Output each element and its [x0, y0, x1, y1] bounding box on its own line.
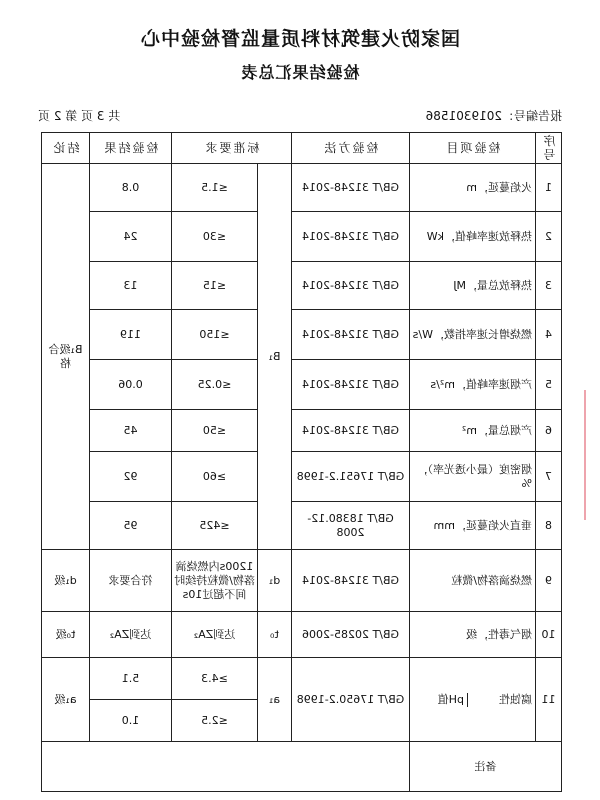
table-row: 11 腐蚀性 pH值 GB/T 17650.2-1998 a₁ ≥4.3 5.1 a₁级 — [41, 658, 561, 700]
table-row: 10 烟气毒性，级 GB/T 20285-2006 t₀ 达到ZA₂ 达到ZA₂ t₀级 — [41, 612, 561, 658]
grade-a1: a₁ — [258, 658, 292, 742]
grade-d1: d₁ — [258, 550, 292, 612]
conclusion-b1: B₁级合格 — [41, 164, 89, 550]
conclusion-a1: a₁级 — [41, 658, 89, 742]
page-info: 共 3 页 第 2 页 — [38, 109, 121, 123]
table-row: 3 热释放总量，MJ GB/T 31248-2014 ≤15 13 — [41, 262, 561, 310]
document-title: 国家防火建筑材料质量监督检验中心 — [140, 28, 461, 50]
conclusion-d1: d₁级 — [41, 550, 89, 612]
col-item: 检验项目 — [410, 133, 536, 164]
col-no: 序号 — [536, 133, 562, 164]
seal-stamp-edge — [584, 390, 600, 520]
remark-row — [41, 742, 561, 792]
remark-label: 备注 — [410, 742, 562, 792]
col-result: 检验结果 — [89, 133, 171, 164]
table-row: 4 燃烧增长速率指数，W/s GB/T 31248-2014 ≤150 119 — [41, 310, 561, 360]
conclusion-t0: t₀级 — [41, 612, 89, 658]
table-row: 7 烟密度（最小透光率），% GB/T 17651.2-1998 ≥60 92 — [41, 452, 561, 502]
table-row: 9 燃烧滴落物/微粒 GB/T 31248-2014 d₁ 1200s内燃烧滴落物/微粒持续时间不超过10s 符合要求 d₁级 — [41, 550, 561, 612]
grade-t0: t₀ — [258, 612, 292, 658]
table-row: 6 产烟总量，m² GB/T 31248-2014 ≤50 45 — [41, 410, 561, 452]
table-row: 1 火焰蔓延，m GB/T 31248-2014 B₁ ≤1.5 0.8 B₁级合格 — [41, 164, 561, 212]
table-row: 8 垂直火焰蔓延，mm GB/T 18380.12-2008 ≤425 95 — [41, 502, 561, 550]
col-conclusion: 结论 — [41, 133, 89, 164]
table-row: 5 产烟速率峰值，m²/s GB/T 31248-2014 ≤0.25 0.06 — [41, 360, 561, 410]
col-method: 检验方法 — [292, 133, 410, 164]
grade-b1: B₁ — [258, 164, 292, 550]
table-row: ≤2.5 1.0 — [41, 700, 561, 742]
table-row: 2 热释放速率峰值，kW GB/T 31248-2014 ≤30 24 — [41, 212, 561, 262]
table-header-row — [41, 133, 561, 164]
results-table — [41, 132, 562, 792]
document-subtitle: 检验结果汇总表 — [240, 63, 360, 82]
col-standard: 标准要求 — [171, 133, 291, 164]
report-number: 报告编号：2019301586 — [425, 109, 562, 123]
